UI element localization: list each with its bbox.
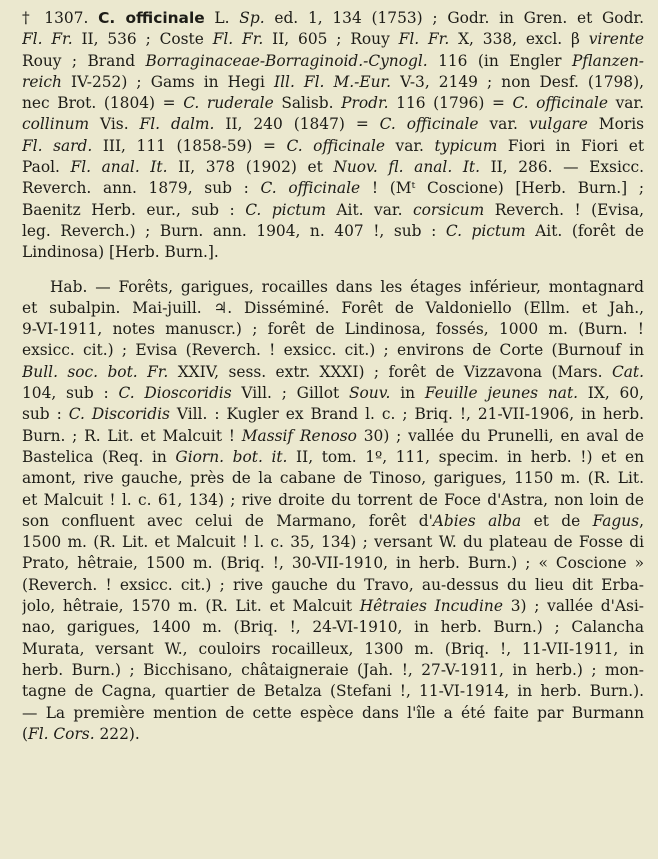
habitat-line: herb. Burn.) ; Bicchisano, châtaigneraie (Jah. !, 27-V-1911, in herb.) ; mon-	[22, 660, 644, 679]
habitat-line: Bastelica (Req. in Giorn. bot. it. II, tom. 1º, 111, specim. in herb. !) et en	[22, 447, 644, 466]
habitat-line: Burn. ; R. Lit. et Malcuit ! Massif Renoso 30) ; vallée du Prunelli, en aval de	[22, 426, 644, 445]
habitat-line: Bull. soc. bot. Fr. XXIV, sess. extr. XXXI) ; forêt de Vizzavona (Mars. Cat.	[22, 362, 644, 381]
habitat-line: tagne de Cagna, quartier de Betalza (Stefani !, 11-VI-1914, in herb. Burn.).	[22, 682, 644, 701]
habitat-line: 9-VI-1911, notes manuscr.) ; forêt de Lindinosa, fossés, 1000 m. (Burn. !	[22, 320, 644, 339]
habitat-line: 1500 m. (R. Lit. et Malcuit ! l. c. 35, 134) ; versant W. du plateau de Fosse di	[22, 533, 644, 552]
species-entry	[22, 8, 644, 264]
habitat-line: sub : C. Discoridis Vill. : Kugler ex Brand l. c. ; Briq. !, 21-VII-1906, in herb.	[22, 405, 644, 424]
entry-line: collinum Vis. Fl. dalm. II, 240 (1847) = C. officinale var. vulgare Moris	[22, 115, 644, 134]
entry-line: Baenitz Herb. eur., sub : C. pictum Ait. var. corsicum Reverch. ! (Evisa,	[22, 200, 644, 219]
habitat-line: exsicc. cit.) ; Evisa (Reverch. ! exsicc. cit.) ; environs de Corte (Burnouf in	[22, 341, 644, 360]
entry-line: Rouy ; Brand Borraginaceae-Borraginoid.-Cynogl. 116 (in Engler Pflanzen-	[22, 51, 644, 70]
habitat-line: jolo, hêtraie, 1570 m. (R. Lit. et Malcuit Hêtraies Incudine 3) ; vallée d'Asi-	[22, 597, 644, 616]
habitat-line: (Fl. Cors. 222).	[22, 724, 140, 743]
entry-line: Fl. sard. III, 111 (1858-59) = C. officinale var. typicum Fiori in Fiori et	[22, 136, 644, 155]
paragraph-gap	[22, 264, 644, 277]
habitat-line: (Reverch. ! exsicc. cit.) ; rive gauche du Travo, au-dessus du lieu dit Erba-	[22, 575, 644, 594]
habitat-line: Murata, versant W., couloirs rocailleux, 1300 m. (Briq. !, 11-VII-1911, in	[22, 639, 644, 658]
entry-line: † 1307. C. officinale L. Sp. ed. 1, 134 (1753) ; Godr. in Gren. et Godr.	[22, 9, 644, 27]
habitat-line: et subalpin. Mai-juill. ♃. Disséminé. Forêt de Valdoniello (Ellm. et Jah.,	[22, 298, 644, 317]
entry-line: Reverch. ann. 1879, sub : C. officinale ! (Mᵗ Coscione) [Herb. Burn.] ;	[22, 179, 644, 198]
entry-line: Paol. Fl. anal. It. II, 378 (1902) et Nuov. fl. anal. It. II, 286. — Exsicc.	[22, 158, 644, 177]
habitat-line: 104, sub : C. Dioscoridis Vill. ; Gillot Souv. in Feuille jeunes nat. IX, 60,	[22, 384, 644, 403]
habitat-line: Prato, hêtraie, 1500 m. (Briq. !, 30-VII-1910, in herb. Burn.) ; « Coscione »	[22, 554, 644, 573]
entry-line: reich IV-252) ; Gams in Hegi Ill. Fl. M.-Eur. V-3, 2149 ; non Desf. (1798),	[22, 72, 644, 91]
entry-line: nec Brot. (1804) = C. ruderale Salisb. Prodr. 116 (1796) = C. officinale var.	[22, 94, 644, 113]
habitat-line: — La première mention de cette espèce dans l'île a été faite par Burmann	[22, 703, 644, 722]
entry-line: Lindinosa) [Herb. Burn.].	[22, 243, 219, 262]
entry-line: Fl. Fr. II, 536 ; Coste Fl. Fr. II, 605 ; Rouy Fl. Fr. X, 338, excl. β virente	[22, 30, 644, 49]
entry-line: leg. Reverch.) ; Burn. ann. 1904, n. 407 !, sub : C. pictum Ait. (forêt de	[22, 221, 644, 240]
habitat-line: et Malcuit ! l. c. 61, 134) ; rive droite du torrent de Foce d'Astra, non loin de	[22, 490, 644, 509]
habitat-line: nao, garigues, 1400 m. (Briq. !, 24-VI-1910, in herb. Burn.) ; Calancha	[22, 618, 644, 637]
habitat-line: son confluent avec celui de Marmano, forêt d'Abies alba et de Fagus,	[22, 511, 644, 530]
habitat-paragraph	[22, 277, 644, 746]
habitat-line: amont, rive gauche, près de la cabane de Tinoso, garigues, 1150 m. (R. Lit.	[22, 469, 644, 488]
habitat-line: Hab. — Forêts, garigues, rocailles dans les étages inférieur, montagnard	[50, 277, 644, 296]
